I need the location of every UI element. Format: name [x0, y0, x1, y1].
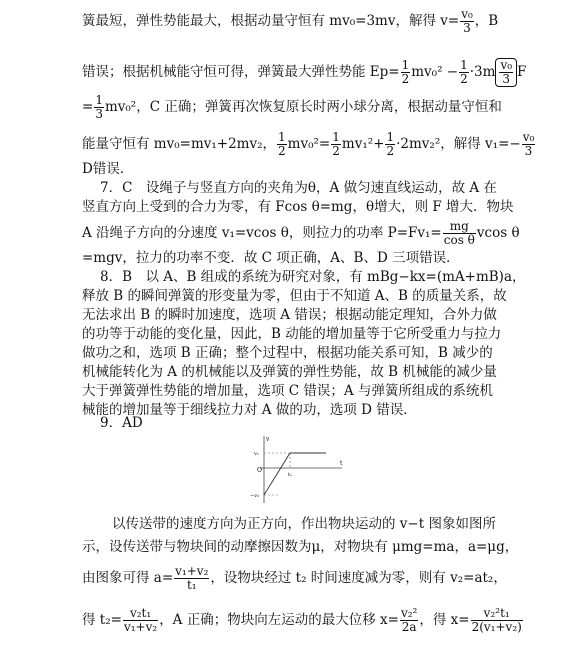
text-line-5: D错误．	[82, 161, 134, 177]
v1-label: v₁	[254, 451, 259, 457]
text-span: mv₁²+	[341, 136, 385, 152]
text-line-10: 8．B 以 A、B 组成的系统为研究对象，有 mBg−kx=(mA+mB)a，	[100, 269, 526, 285]
fraction-a: $\frac{\text{v₁+v₂}}{\text{t₁}}$	[175, 564, 209, 592]
fraction-half: $\frac{1}{2}$	[332, 130, 340, 158]
text-span: =	[82, 99, 94, 115]
text-line-2	[82, 58, 526, 87]
fraction-third: $\frac{1}{3}$	[95, 93, 103, 121]
fraction-half: $\frac{1}{2}$	[278, 130, 286, 158]
text-span: ·3m	[469, 64, 496, 80]
text-span: ·2mv₂²	[396, 136, 441, 152]
text-line-11: 释放 B 的瞬间弹簧的形变量为零，但由于不知道 A、B 的质量关系，故	[82, 288, 507, 304]
text-line-3	[82, 94, 502, 121]
text-span: A 沿绳子方向的分速度 v₁=vcos θ，则拉力的功率 P=Fv₁=	[82, 225, 442, 241]
text-line-16: 大于弹簧弹性势能的增加量，选项 C 错误；A 与弹簧所组成的系统机	[82, 383, 493, 399]
text-span: 簧最短，弹性势能最大，根据动量守恒有 mv₀=3mv，解得 v=	[82, 13, 460, 29]
text-span: ，得 x=	[419, 612, 470, 628]
text-line-18: 9．AD	[100, 415, 143, 431]
text-span: 得 t₂=	[82, 612, 122, 628]
fraction-half: $\frac{1}{2}$	[460, 58, 468, 86]
fraction-v0-over-3: $\frac{\text{v₀}}{3}$	[500, 58, 513, 86]
text-line-7: 竖直方向上受到的合力为零，有 Fcos θ=mg，θ增大，则 F 增大．物块	[82, 199, 514, 215]
text-span: 由图象可得 a=	[82, 570, 174, 586]
text-span: ，A 正确；物块向左运动的最大位移 x=	[159, 612, 399, 628]
text-line-19: 以传送带的速度方向为正方向，作出物块运动的 v−t 图象如图所	[112, 516, 496, 532]
text-span: vcos θ	[476, 225, 520, 241]
text-span: F	[517, 64, 527, 80]
text-line-12: 无法求出 B 的瞬时加速度，选项 A 错误；根据动能定理知，合外力做	[82, 307, 497, 323]
text-line-21	[82, 565, 507, 592]
text-span: mv₀²=	[287, 136, 331, 152]
v2-label: −v₂	[250, 493, 260, 499]
text-span: ，设物块经过 t₂ 时间速度减为零，则有 v₂=at₂，	[210, 570, 507, 586]
paren-box	[495, 58, 517, 87]
text-line-22	[82, 607, 524, 634]
velocity-line	[264, 453, 326, 495]
text-line-20: 示，设传送带与物块间的动摩擦因数为μ，对物块有 μmg=ma，a=μg，	[82, 539, 519, 555]
origin-label: O	[257, 467, 262, 474]
text-line-15: 机械能转化为 A 的机械能以及弹簧的弹性势能，故 B 机械能的减少量	[82, 364, 497, 380]
text-span: mv₀² −	[411, 64, 459, 80]
text-span: ，B	[474, 13, 499, 29]
t1-label: t₁	[288, 472, 293, 478]
fraction-half: $\frac{1}{2}$	[386, 130, 395, 158]
text-line-14: 做功之和，选项 B 正确；整个过程中，根据功能关系可知，B 减少的	[82, 345, 493, 361]
text-line-13: 的功等于动能的变化量，因此，B 动能的增加量等于它所受重力与拉力	[82, 326, 502, 342]
fraction-v0-over-3: $\frac{\text{v₀}}{3}$	[461, 7, 473, 35]
text-line-1	[82, 8, 498, 35]
text-span: ，解得 v₁=−	[440, 136, 521, 152]
text-line-6: 7．C 设绳子与竖直方向的夹角为θ，A 做匀速直线运动，故 A 在	[100, 180, 497, 196]
t-label: t	[340, 460, 343, 467]
fraction-v0-over-3: $\frac{\text{v₀}}{3}$	[522, 130, 535, 158]
fraction-half: $\frac{1}{2}$	[401, 58, 410, 86]
text-line-9: =mgv，拉力的功率不变．故 C 项正确，A、B、D 三项错误．	[82, 250, 460, 266]
text-span: mv₀²，C 正确；弹簧再次恢复原长时两小球分离，根据动量守恒和	[104, 99, 502, 115]
text-span: 能量守恒有 mv₀=mv₁+2mv₂，	[82, 136, 277, 152]
text-line-4	[82, 131, 536, 158]
text-line-17: 械能的增加量等于细线拉力对 A 做的功，选项 D 错误．	[82, 402, 417, 418]
fraction-mg-over-cos: $\frac{mg}{\text{cos θ}}$	[443, 219, 475, 247]
fraction-t2: $\frac{\text{v₂t₁}}{\text{v₁+v₂}}$	[123, 606, 158, 634]
text-span: 错误；根据机械能守恒可得，弹簧最大弹性势能 Ep=	[82, 64, 400, 80]
v-label: v	[266, 436, 270, 443]
fraction-x2: $\frac{\text{v₂²t₁}}{\text{2(v₁+v₂)}}$	[471, 606, 522, 634]
fraction-x1: $\frac{\text{v₂²}}{2a}$	[400, 606, 418, 634]
text-line-8	[82, 220, 520, 247]
v-t-graph	[250, 433, 350, 508]
